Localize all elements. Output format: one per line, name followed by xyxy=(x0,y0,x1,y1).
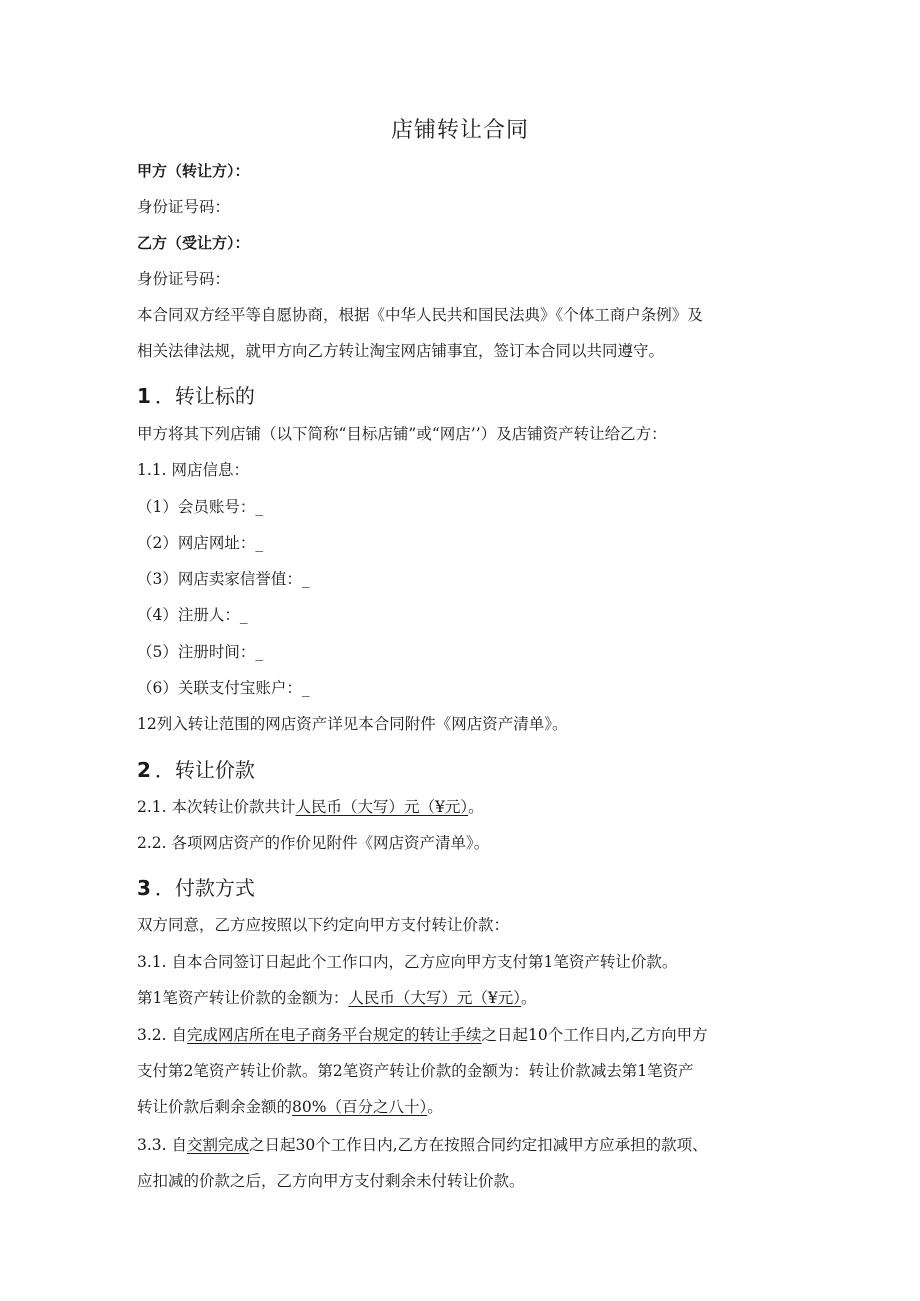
clause-3-1-amount-end: 。 xyxy=(521,989,537,1007)
shop-info-item: （1）会员账号：_ xyxy=(137,498,264,516)
shop-info-item: （3）网店卖家信誉值：_ xyxy=(137,570,310,588)
clause-2-1-end: 。 xyxy=(468,798,484,816)
party-a-label: 甲方（转让方）： xyxy=(137,162,250,180)
clause-3-2-condition: 完成网店所在电子商务平台规定的转让手续 xyxy=(187,1026,482,1044)
preamble-line-2: 相关法律法规，就甲方向乙方转让淘宝网店铺事宜，签订本合同以共同遵守。 xyxy=(137,342,665,360)
clause-3-2-line-1 xyxy=(137,1024,787,1046)
clause-3-2-percent: 80%（百分之八十） xyxy=(292,1098,428,1116)
section-3-heading xyxy=(137,875,255,901)
clause-3-3-condition: 交割完成 xyxy=(187,1136,250,1154)
section-2-number: 2 xyxy=(137,758,151,782)
clause-3-2-number: 3.2. 自 xyxy=(137,1026,188,1044)
document-title: 店铺转让合同 xyxy=(390,118,529,143)
clause-2-1-text: 2.1. 本次转让价款共计 xyxy=(137,798,296,816)
section-3-title: ．付款方式 xyxy=(154,876,255,900)
clause-3-2-text-3: 转让价款后剩余金额的 xyxy=(137,1098,293,1116)
party-a-id-label: 身份证号码： xyxy=(137,198,231,216)
shop-info-item: （6）关联支付宝账户：_ xyxy=(137,679,310,697)
clause-3-1: 3.1. 自本合同签订日起此个工作口内，乙方应向甲方支付第1笔资产转让价款。 xyxy=(137,953,678,971)
section-2-heading xyxy=(137,757,255,783)
clause-2-1-amount: 人民币（大写）元（¥元） xyxy=(295,798,469,816)
shop-info-item: （2）网店网址：_ xyxy=(137,534,264,552)
clause-3-2-line-2: 支付第2笔资产转让价款。第2笔资产转让价款的金额为：转让价款减去第1笔资产 xyxy=(137,1062,694,1080)
section-2-title: ．转让价款 xyxy=(154,758,255,782)
section-1-note: 12列入转让范围的网店资产详见本合同附件《网店资产清单》。 xyxy=(137,715,568,733)
clause-3-1-amount-line xyxy=(137,987,787,1009)
clause-2-2: 2.2. 各项网店资产的作价见附件《网店资产清单》。 xyxy=(137,834,490,852)
section-1-intro: 甲方将其下列店铺（以下简称“目标店铺”或“网店’’）及店铺资产转让给乙方： xyxy=(137,425,667,443)
section-1-sub: 1.1. 网店信息： xyxy=(137,461,250,479)
section-1-title: ．转让标的 xyxy=(154,384,255,408)
clause-3-3-line-1 xyxy=(137,1134,787,1156)
clause-3-1-amount: 人民币（大写）元（¥元） xyxy=(348,989,521,1007)
section-3-intro: 双方同意，乙方应按照以下约定向甲方支付转让价款： xyxy=(137,916,510,934)
shop-info-item: （4）注册人：_ xyxy=(137,606,248,624)
preamble-line-1: 本合同双方经平等自愿协商，根据《中华人民共和国民法典》《个体工商户条例》及 xyxy=(137,306,703,324)
clause-3-3-number: 3.3. 自 xyxy=(137,1136,188,1154)
section-1-number: 1 xyxy=(137,384,151,408)
clause-3-2-text: 之日起10个工作日内,乙方向甲方 xyxy=(481,1026,708,1044)
clause-3-1-amount-text: 第1笔资产转让价款的金额为： xyxy=(137,989,349,1007)
clause-3-3-line-2: 应扣减的价款之后，乙方向甲方支付剩余未付转让价款。 xyxy=(137,1172,525,1190)
party-b-id-label: 身份证号码： xyxy=(137,270,231,288)
clause-3-2-line-3 xyxy=(137,1096,787,1118)
section-3-number: 3 xyxy=(137,876,151,900)
party-b-label: 乙方（受让方）： xyxy=(137,234,250,252)
section-1-heading xyxy=(137,383,255,409)
clause-3-2-end: 。 xyxy=(427,1098,443,1116)
shop-info-item: （5）注册时间：_ xyxy=(137,643,264,661)
clause-3-3-text: 之日起30个工作日内,乙方在按照合同约定扣减甲方应承担的款项、 xyxy=(249,1136,708,1154)
clause-2-1 xyxy=(137,796,787,818)
